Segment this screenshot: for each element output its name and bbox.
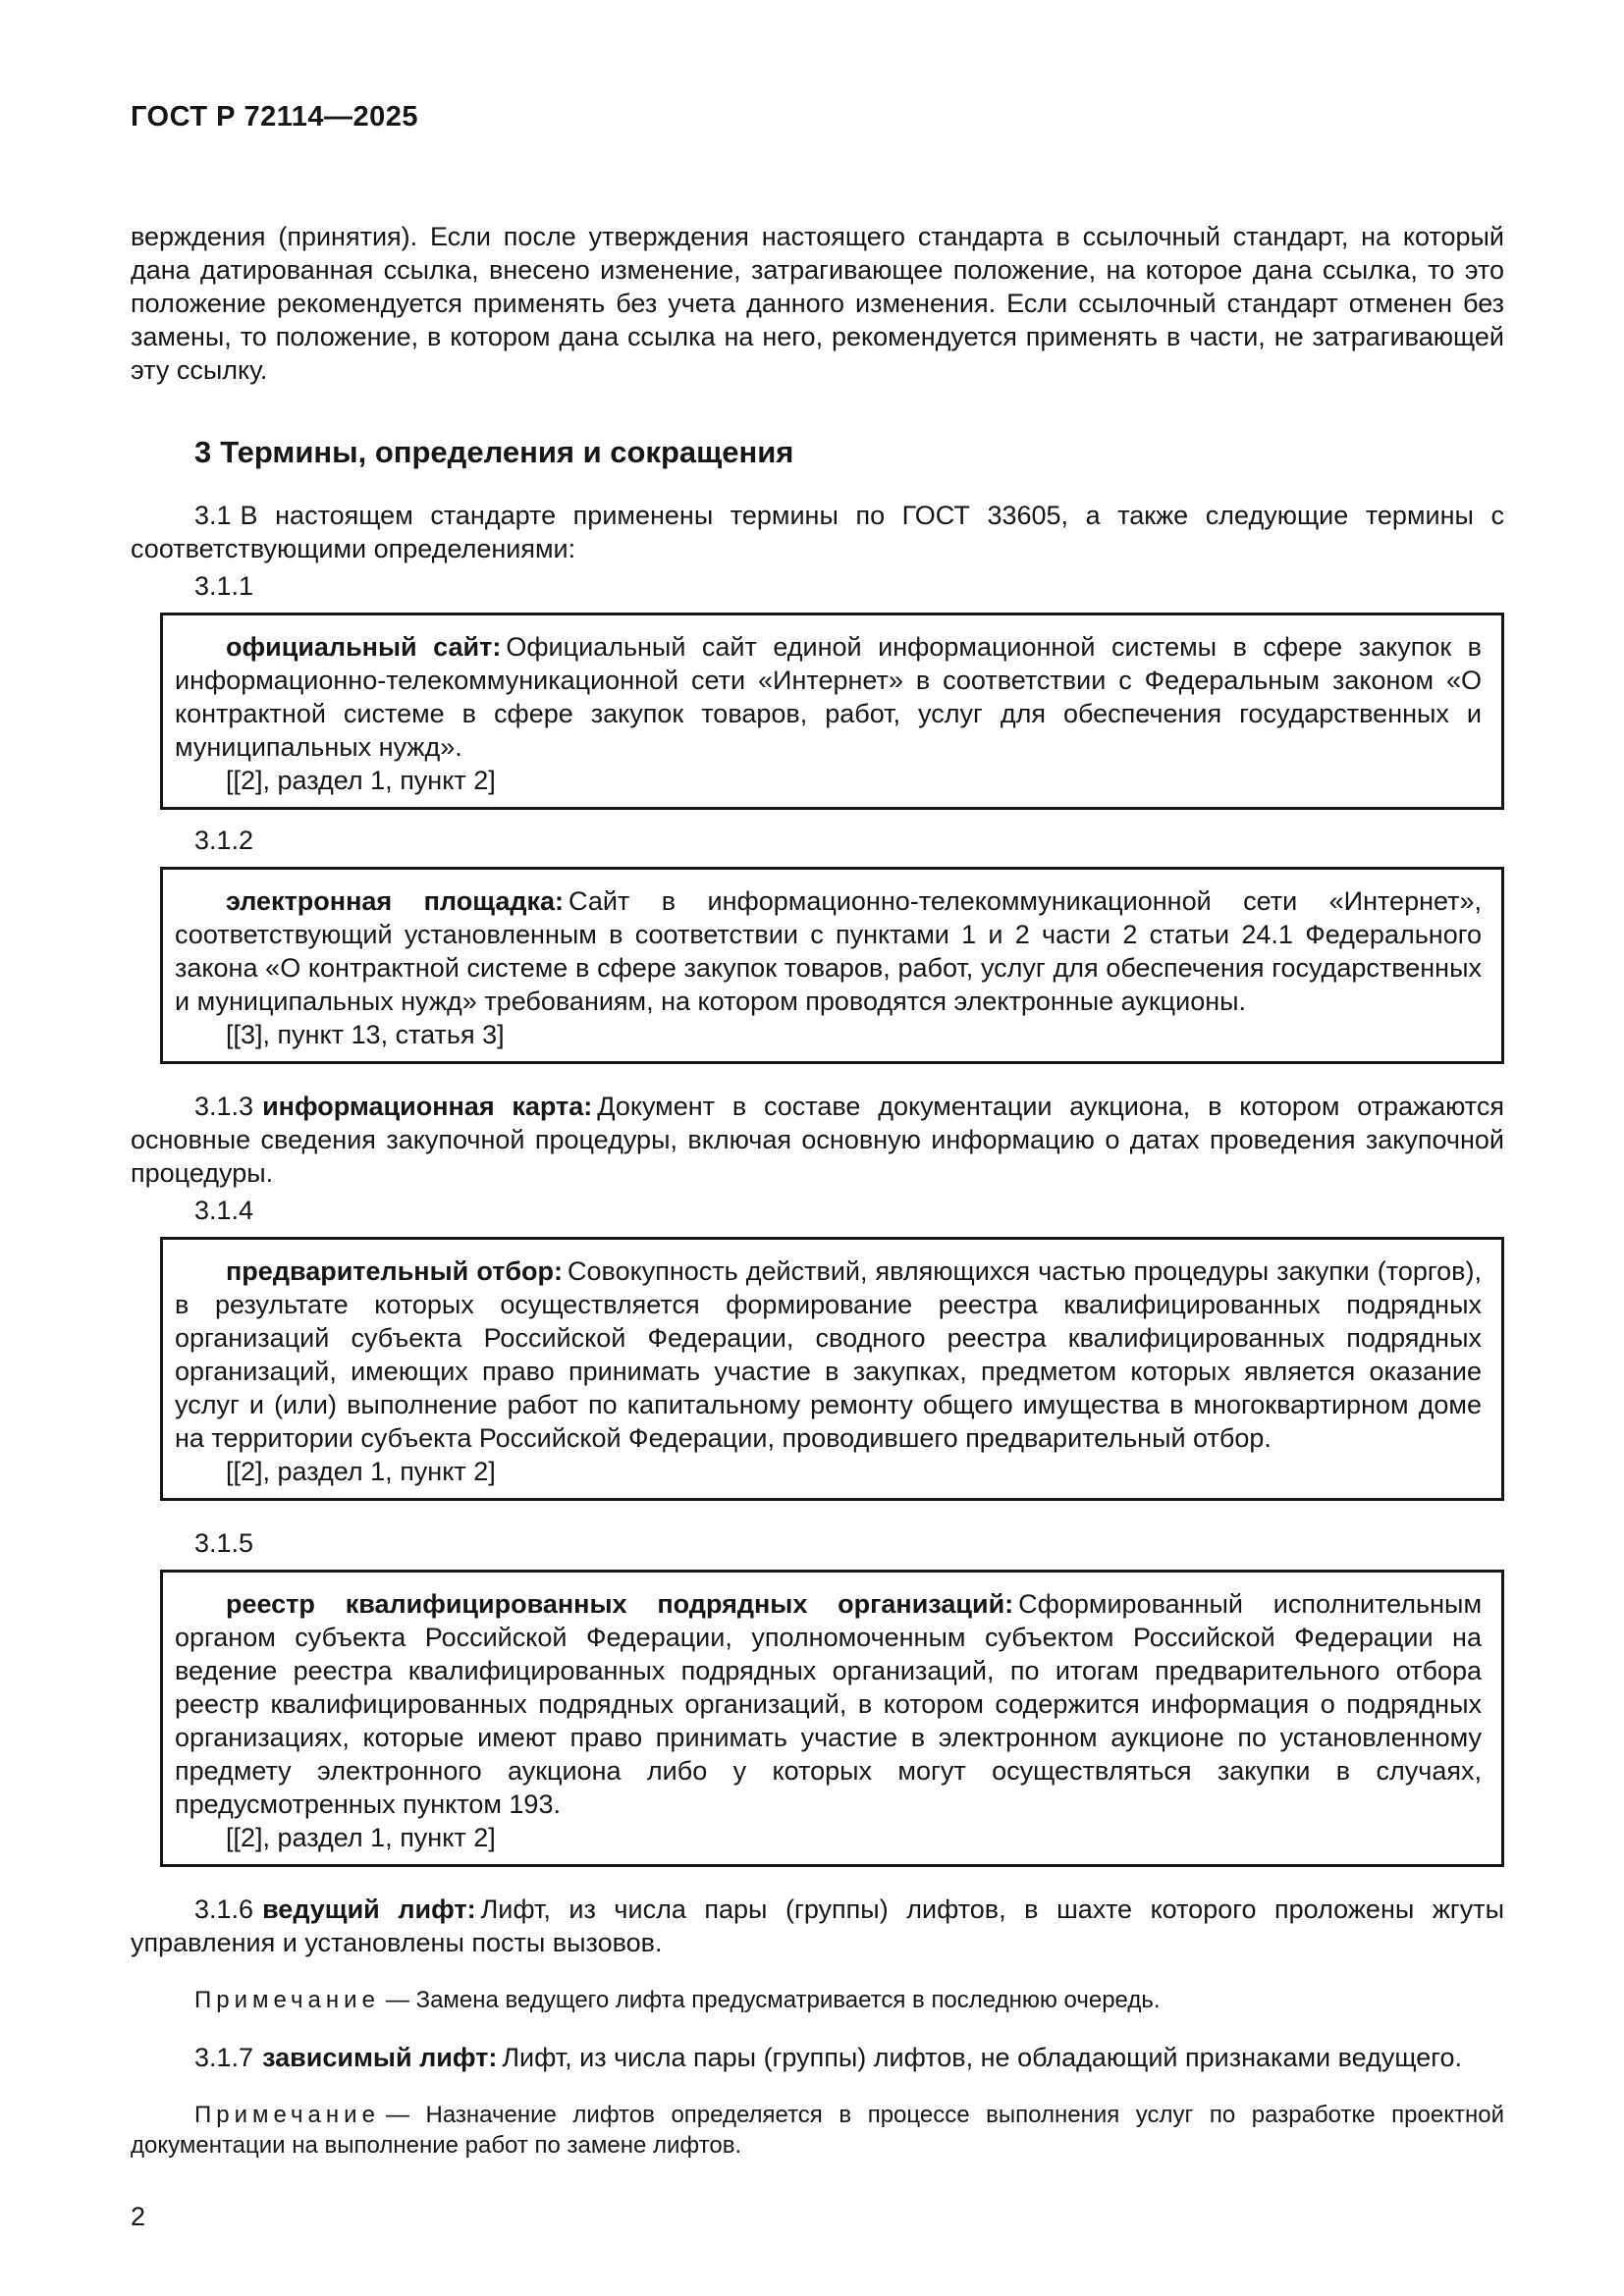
clause-3-1-3-text: Документ в составе документации аукциона, в котором отражаются основные сведения закупочной процедуры, включая основную информацию о датах проведения закупочной процедуры. <box>131 1092 1504 1188</box>
clause-3-1-number: 3.1 <box>194 501 232 530</box>
definition-paragraph <box>175 630 1482 764</box>
clause-3-1-6-text: Лифт, из числа пары (группы) лифтов, в шахте которого проложены жгуты управления и установлены посты вызовов. <box>131 1895 1504 1957</box>
definition-text: Сайт в информационно-телекоммуникационной сети «Интернет», соответствующий установленным в соответствии с пунктами 1 и 2 части 2 статьи 24.1 Федерального закона «О контрактной системе в сфере закупок товаров, работ, услуг для обеспечения государственных и муниципальных нужд» требованиям, на котором проводятся электронные аукционы. <box>175 886 1482 1016</box>
clause-3-1-text: В настоящем стандарте применены термины по ГОСТ 33605, а также следующие термины с соответствующими определениями: <box>131 501 1504 563</box>
clause-3-1-6-number: 3.1.6 <box>194 1895 254 1924</box>
clause-3-1-6 <box>131 1893 1504 1959</box>
clause-3-1-3-number: 3.1.3 <box>194 1092 254 1121</box>
note-label: Примечание <box>194 1987 380 2013</box>
note-text: — Назначение лифтов определяется в процессе выполнения услуг по разработке проектной документации на выполнение работ по замене лифтов. <box>131 2102 1504 2159</box>
clause-3-1-3 <box>131 1090 1504 1190</box>
clause-3-1-7-text: Лифт, из числа пары (группы) лифтов, не обладающий признаками ведущего. <box>502 2043 1463 2072</box>
clause-3-1-1-number: 3.1.1 <box>194 571 254 601</box>
definition-text: Сформированный исполнительным органом субъекта Российской Федерации, уполномоченным субъектом Российской Федерации на ведение реестра квалифицированных подрядных организаций, по итогам предварительного отбора реестр квалифицированных подрядных организаций, в котором содержится информация о подрядных организациях, которые имеют право принимать участие в электронном аукционе по установленному предмету электронного аукциона либо у которых могут осуществляться закупки в случаях, предусмотренных пунктом 193. <box>175 1589 1483 1819</box>
note-text: — Замена ведущего лифта предусматривается в последнюю очередь. <box>385 1987 1161 2013</box>
definition-box-preliminary-selection <box>160 1237 1504 1501</box>
clause-3-1 <box>131 499 1504 565</box>
term-dependent-lift: зависимый лифт: <box>262 2043 498 2072</box>
definition-paragraph <box>175 1587 1482 1821</box>
note-3-1-6 <box>131 1985 1504 2015</box>
term-preliminary-selection: предварительный отбор: <box>226 1256 564 1286</box>
definition-reference: [[2], раздел 1, пункт 2] <box>226 1823 496 1852</box>
definition-paragraph <box>175 1255 1482 1455</box>
clause-3-1-7 <box>131 2041 1504 2074</box>
definition-reference: [[3], пункт 13, статья 3] <box>226 1020 505 1049</box>
definition-text: Совокупность действий, являющихся частью процедуры закупки (торгов), в результате которых осуществляется формирование реестра квалифицированных подрядных организаций субъекта Российской Федерации, сводного реестра квалифицированных подрядных организаций, имеющих право принимать участие в закупках, предметом которых является оказание услуг и (или) выполнение работ по капитальному ремонту общего имущества в многоквартирном доме на территории субъекта Российской Федерации, проводившего предварительный отбор. <box>175 1256 1482 1453</box>
running-header: ГОСТ Р 72114—2025 <box>131 101 419 133</box>
clause-3-1-5-number: 3.1.5 <box>194 1528 254 1558</box>
definition-paragraph <box>175 884 1482 1018</box>
definition-box-electronic-platform <box>160 867 1504 1064</box>
term-leading-lift: ведущий лифт: <box>262 1895 476 1924</box>
term-official-site: официальный сайт: <box>226 632 502 662</box>
section-heading <box>131 434 1504 471</box>
page-number: 2 <box>131 2202 146 2231</box>
definition-reference: [[2], раздел 1, пункт 2] <box>226 1457 496 1486</box>
section-title: Термины, определения и сокращения <box>220 435 794 469</box>
definition-reference: [[2], раздел 1, пункт 2] <box>226 766 496 795</box>
term-qualified-contractors-register: реестр квалифицированных подрядных организаций: <box>226 1589 1014 1619</box>
note-3-1-7 <box>131 2100 1504 2161</box>
section-number: 3 <box>194 435 212 469</box>
clause-3-1-7-number: 3.1.7 <box>194 2043 254 2072</box>
definition-text: Официальный сайт единой информационной системы в сфере закупок в информационно-телекоммуникационной сети «Интернет» в соответствии с Федеральным законом «О контрактной системе в сфере закупок товаров, работ, услуг для обеспечения государственных и муниципальных нужд». <box>175 632 1482 762</box>
clause-3-1-4-number: 3.1.4 <box>194 1196 254 1225</box>
term-electronic-platform: электронная площадка: <box>226 886 565 916</box>
definition-box-official-site <box>160 613 1504 810</box>
clause-3-1-2-number: 3.1.2 <box>194 826 254 855</box>
definition-box-qualified-contractors-register <box>160 1570 1504 1867</box>
term-information-card: информационная карта: <box>262 1092 593 1121</box>
intro-paragraph: верждения (принятия). Если после утверждения настоящего стандарта в ссылочный стандарт, на который дана датированная ссылка, внесено изменение, затрагивающее положение, на которое дана ссылка, то это положение рекомендуется применять без учета данного изменения. Если ссылочный стандарт отменен без замены, то положение, в котором дана ссылка на него, рекомендуется применять в части, не затрагивающей эту ссылку. <box>131 222 1504 385</box>
note-label: Примечание <box>194 2102 380 2128</box>
